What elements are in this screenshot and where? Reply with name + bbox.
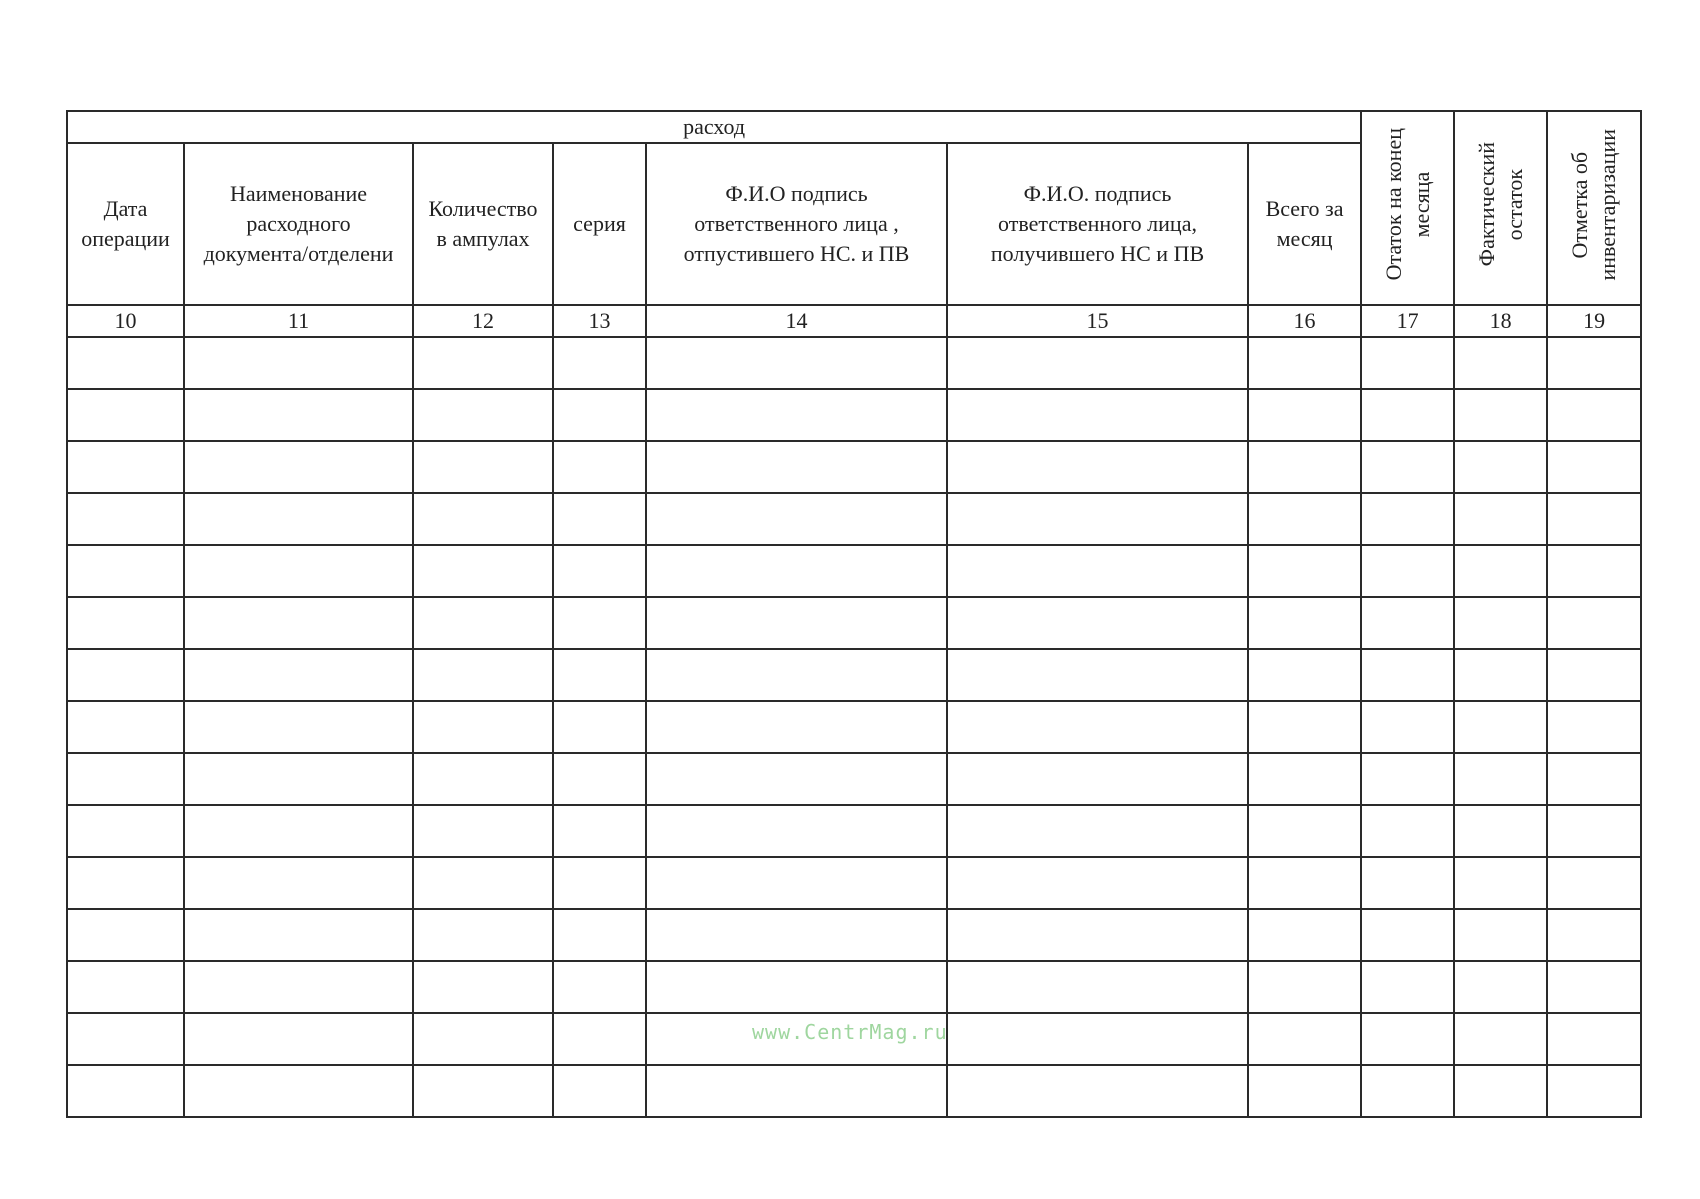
table-cell — [553, 909, 646, 961]
table-cell — [646, 337, 947, 389]
table-cell — [1454, 337, 1547, 389]
table-cell — [947, 545, 1248, 597]
table-cell — [947, 389, 1248, 441]
table-row — [67, 857, 1641, 909]
table-cell — [1248, 597, 1361, 649]
table-row — [67, 805, 1641, 857]
table-cell — [67, 389, 184, 441]
column-number: 14 — [646, 305, 947, 337]
header-actual-balance — [1454, 111, 1547, 305]
column-number: 18 — [1454, 305, 1547, 337]
table-cell — [646, 805, 947, 857]
header-text: Дата операции — [81, 196, 170, 251]
header-ampoule-quantity — [413, 143, 553, 305]
table-cell — [1248, 805, 1361, 857]
table-cell — [1361, 649, 1454, 701]
table-cell — [1454, 961, 1547, 1013]
table-row — [67, 909, 1641, 961]
table-cell — [1361, 961, 1454, 1013]
header-expense-document — [184, 143, 413, 305]
table-row — [67, 753, 1641, 805]
table-cell — [1547, 857, 1641, 909]
table-cell — [184, 753, 413, 805]
table-cell — [413, 857, 553, 909]
table-cell — [1248, 857, 1361, 909]
table-cell — [184, 701, 413, 753]
table-cell — [184, 909, 413, 961]
table-cell — [947, 1013, 1248, 1065]
table-cell — [1547, 805, 1641, 857]
table-cell — [947, 961, 1248, 1013]
table-cell — [947, 1065, 1248, 1117]
table-cell — [184, 805, 413, 857]
table-cell — [413, 961, 553, 1013]
watermark-text: www.CentrMag.ru — [752, 1020, 948, 1044]
table-cell — [413, 649, 553, 701]
table-cell — [1547, 1013, 1641, 1065]
table-cell — [67, 909, 184, 961]
table-cell — [553, 961, 646, 1013]
expense-ledger-table — [66, 110, 1642, 1118]
header-text: Количество в ампулах — [428, 196, 538, 251]
table-cell — [646, 1065, 947, 1117]
table-cell — [67, 337, 184, 389]
table-cell — [1547, 961, 1641, 1013]
column-number: 12 — [413, 305, 553, 337]
table-cell — [1547, 597, 1641, 649]
table-cell — [553, 441, 646, 493]
table-cell — [1361, 337, 1454, 389]
header-dispensing-person — [646, 143, 947, 305]
table-cell — [553, 857, 646, 909]
table-cell — [1454, 857, 1547, 909]
table-cell — [1547, 701, 1641, 753]
table-cell — [413, 493, 553, 545]
table-cell — [553, 649, 646, 701]
group-header-expense: расход — [67, 111, 1361, 143]
table-cell — [1454, 545, 1547, 597]
table-cell — [413, 1013, 553, 1065]
table-cell — [1454, 753, 1547, 805]
table-cell — [1361, 857, 1454, 909]
table-cell — [413, 441, 553, 493]
column-number: 16 — [1248, 305, 1361, 337]
table-cell — [184, 337, 413, 389]
header-month-total — [1248, 143, 1361, 305]
table-cell — [1454, 805, 1547, 857]
header-text: серия — [573, 211, 626, 236]
table-cell — [1361, 545, 1454, 597]
table-cell — [646, 545, 947, 597]
column-number: 13 — [553, 305, 646, 337]
table-cell — [67, 493, 184, 545]
table-cell — [413, 805, 553, 857]
table-cell — [413, 1065, 553, 1117]
table-cell — [1248, 649, 1361, 701]
header-operation-date — [67, 143, 184, 305]
table-cell — [67, 753, 184, 805]
table-cell — [947, 805, 1248, 857]
table-cell — [947, 649, 1248, 701]
table-cell — [1361, 753, 1454, 805]
table-cell — [1248, 493, 1361, 545]
table-cell — [1454, 909, 1547, 961]
table-cell — [646, 493, 947, 545]
table-cell — [1547, 545, 1641, 597]
table-cell — [413, 909, 553, 961]
table-cell — [413, 337, 553, 389]
table-cell — [184, 961, 413, 1013]
table-cell — [413, 701, 553, 753]
table-cell — [646, 753, 947, 805]
table-cell — [1547, 753, 1641, 805]
table-cell — [1248, 1065, 1361, 1117]
table-cell — [1454, 389, 1547, 441]
table-row — [67, 389, 1641, 441]
header-text: Всего за месяц — [1265, 196, 1344, 251]
table-cell — [553, 597, 646, 649]
header-end-of-month-balance — [1361, 111, 1454, 305]
table-cell — [646, 857, 947, 909]
header-text: Отметка об инвентаризации — [1567, 128, 1621, 281]
table-cell — [553, 1013, 646, 1065]
table-cell — [1361, 1065, 1454, 1117]
table-cell — [553, 701, 646, 753]
table-cell — [413, 545, 553, 597]
table-row — [67, 545, 1641, 597]
table-cell — [646, 649, 947, 701]
table-row — [67, 961, 1641, 1013]
header-text: Ф.И.О подпись ответственного лица , отпустившего НС. и ПВ — [683, 181, 910, 266]
table-cell — [1454, 597, 1547, 649]
table-cell — [67, 441, 184, 493]
table-cell — [553, 545, 646, 597]
table-cell — [1547, 337, 1641, 389]
table-cell — [67, 857, 184, 909]
table-cell — [184, 1065, 413, 1117]
table-cell — [646, 701, 947, 753]
header-text: Ф.И.О. подпись ответственного лица, получившего НС и ПВ — [990, 181, 1205, 266]
table-cell — [184, 1013, 413, 1065]
table-cell — [947, 701, 1248, 753]
table-cell — [1454, 493, 1547, 545]
column-number-row — [67, 305, 1641, 337]
table-cell — [67, 1065, 184, 1117]
table-cell — [1454, 701, 1547, 753]
header-text: Фактический остаток — [1473, 142, 1527, 267]
table-cell — [553, 493, 646, 545]
table-cell — [184, 649, 413, 701]
table-cell — [947, 857, 1248, 909]
table-cell — [1248, 389, 1361, 441]
table-row — [67, 1065, 1641, 1117]
table-cell — [1547, 441, 1641, 493]
header-series — [553, 143, 646, 305]
table-cell — [1361, 389, 1454, 441]
table-cell — [947, 493, 1248, 545]
header-inventory-mark — [1547, 111, 1641, 305]
table-cell — [1248, 701, 1361, 753]
column-number: 17 — [1361, 305, 1454, 337]
header-text: Наименование расходного документа/отделени — [203, 181, 394, 266]
table-cell — [1248, 961, 1361, 1013]
table-row — [67, 597, 1641, 649]
table-cell — [1361, 909, 1454, 961]
table-cell — [67, 1013, 184, 1065]
table-cell — [1361, 441, 1454, 493]
table-cell — [1454, 1013, 1547, 1065]
table-cell — [947, 753, 1248, 805]
table-cell — [1547, 649, 1641, 701]
table-cell — [1454, 441, 1547, 493]
table-cell — [553, 389, 646, 441]
table-cell — [1248, 337, 1361, 389]
table-cell — [1248, 545, 1361, 597]
table-cell — [413, 753, 553, 805]
header-text: Отаток на конец месяца — [1380, 128, 1434, 281]
column-number: 19 — [1547, 305, 1641, 337]
table-cell — [1547, 1065, 1641, 1117]
table-cell — [67, 545, 184, 597]
table-cell — [646, 441, 947, 493]
table-cell — [553, 753, 646, 805]
table-cell — [646, 909, 947, 961]
table-cell — [67, 597, 184, 649]
table-cell — [1547, 493, 1641, 545]
header-receiving-person — [947, 143, 1248, 305]
table-cell — [67, 701, 184, 753]
table-cell — [646, 597, 947, 649]
table-cell — [1454, 649, 1547, 701]
table-row — [67, 337, 1641, 389]
table-cell — [413, 597, 553, 649]
table-cell — [1248, 753, 1361, 805]
table-cell — [67, 805, 184, 857]
table-cell — [184, 857, 413, 909]
table-cell — [1547, 389, 1641, 441]
table-cell — [1248, 441, 1361, 493]
table-cell — [1361, 1013, 1454, 1065]
table-cell — [184, 493, 413, 545]
table-cell — [553, 805, 646, 857]
table-cell — [67, 649, 184, 701]
table-row — [67, 701, 1641, 753]
table-cell — [1361, 805, 1454, 857]
table-cell — [1361, 597, 1454, 649]
table-cell — [1248, 909, 1361, 961]
table-cell — [1454, 1065, 1547, 1117]
column-number: 10 — [67, 305, 184, 337]
table-cell — [1248, 1013, 1361, 1065]
table-cell — [553, 337, 646, 389]
table-row — [67, 441, 1641, 493]
column-number: 11 — [184, 305, 413, 337]
table-cell — [947, 441, 1248, 493]
table-cell — [947, 909, 1248, 961]
table-cell — [184, 597, 413, 649]
table-cell — [553, 1065, 646, 1117]
table-row — [67, 493, 1641, 545]
table-cell — [646, 389, 947, 441]
column-number: 15 — [947, 305, 1248, 337]
table-cell — [1361, 493, 1454, 545]
table-cell — [184, 389, 413, 441]
table-cell — [1361, 701, 1454, 753]
table-cell — [184, 441, 413, 493]
table-cell — [646, 961, 947, 1013]
table-cell — [67, 961, 184, 1013]
ledger-body — [67, 337, 1641, 1117]
table-row — [67, 649, 1641, 701]
table-cell — [947, 337, 1248, 389]
table-cell — [413, 389, 553, 441]
table-cell — [184, 545, 413, 597]
table-cell — [947, 597, 1248, 649]
table-cell — [1547, 909, 1641, 961]
